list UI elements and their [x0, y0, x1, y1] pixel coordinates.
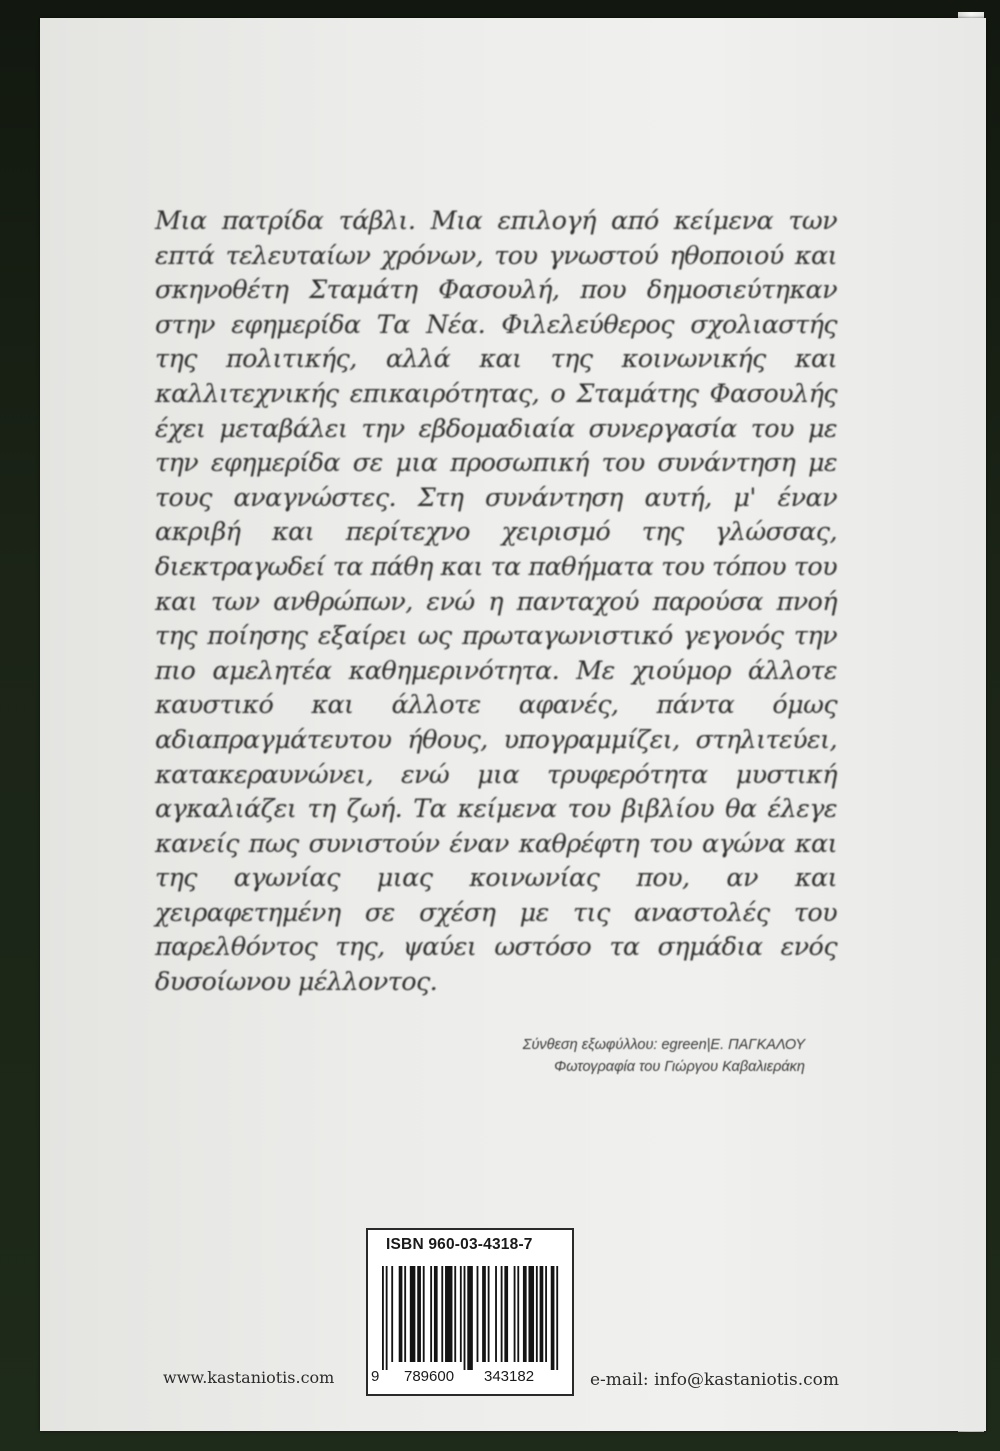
barcode-bar [460, 1266, 462, 1362]
barcode-bar [501, 1266, 503, 1362]
barcode-bar [410, 1266, 416, 1362]
barcode-bar [545, 1266, 547, 1362]
cover-credits [405, 1034, 805, 1078]
barcode-bar [482, 1266, 486, 1362]
cover-design-credit: Σύνθεση εξωφύλλου: egreen|Ε. ΠΑΓΚΑΛΟΥ [522, 1037, 805, 1053]
barcode-bar [464, 1266, 466, 1370]
barcode-bar [495, 1266, 497, 1362]
barcode-bar [551, 1266, 555, 1370]
barcode-bar [514, 1266, 516, 1362]
barcode-bar [528, 1266, 534, 1362]
barcode-bar [445, 1266, 452, 1362]
barcode-bar [423, 1266, 425, 1362]
barcode-bar [540, 1266, 544, 1362]
barcode-digits-left: 789600 [404, 1368, 455, 1385]
barcode-bar [454, 1266, 456, 1362]
barcode-digit-lead: 9 [371, 1368, 380, 1385]
photo-credit: Φωτογραφία του Γιώργου Καβαλιεράκη [554, 1059, 805, 1075]
barcode-bar [477, 1266, 479, 1362]
barcode-bars [382, 1266, 560, 1370]
barcode-bar [523, 1266, 527, 1362]
barcode-bar [517, 1266, 519, 1362]
barcode-digits-right: 343182 [484, 1368, 535, 1385]
barcode-bar [556, 1266, 558, 1370]
publisher-website: www.kastaniotis.com [163, 1368, 335, 1387]
barcode-bar [434, 1266, 438, 1362]
barcode-bar [386, 1266, 388, 1370]
barcode-bar [536, 1266, 538, 1362]
back-cover-blurb: Μια πατρίδα τάβλι. Μια επιλογή από κείμενα των επτά τελευταίων χρόνων, του γνωστού ηθοποιού και σκηνοθέτη Σταμάτη Φασουλή, που δημοσιεύτηκαν στην εφημερίδα Τα Νέα. Φιλελεύθερος σχολιαστής της πολιτικής, αλλά και της κοινωνικής και καλλιτεχνικής επικαιρότητας, ο Σταμάτης Φασουλής έχει μεταβάλει την εβδομαδιαία συνεργασία του με την εφημερίδα σε μια προσωπική του συνάντηση με τους αναγνώστες. Στη συνάντηση αυτή, μ' έναν ακριβή και περίτεχνο χειρισμό της γλώσσας, διεκτραγωδεί τα πάθη και τα παθήματα του τόπου του και των ανθρώπων, ενώ η πανταχού παρούσα πνοή της ποίησης εξαίρει ως πρωταγωνιστικό γεγονός την πιο αμελητέα καθημερινότητα. Με χιούμορ άλλοτε καυστικό και άλλοτε αφανές, πάντα όμως αδιαπραγμάτευτου ήθους, υπογραμμίζει, στηλιτεύει, κατακεραυνώνει, ενώ μια τρυφερότητα μυστική αγκαλιάζει τη ζωή. Τα κείμενα του βιβλίου θα έλεγε κανείς πως συνιστούν έναν καθρέφτη του αγώνα και της αγωνίας μιας κοινωνίας που, αν και χειραφετημένη σε σχέση με τις αναστολές του παρελθόντος της, ψαύει ωστόσο τα σημάδια ενός δυσοίωνου μέλλοντος. [155, 206, 837, 998]
isbn-barcode [366, 1228, 574, 1396]
isbn-label: ISBN 960-03-4318-7 [386, 1236, 533, 1253]
barcode-bar [399, 1266, 403, 1362]
barcode-bar [417, 1266, 421, 1362]
barcode-bar [441, 1266, 443, 1362]
barcode-bar [467, 1266, 473, 1370]
barcode-bar [504, 1266, 508, 1362]
publisher-email: e-mail: info@kastaniotis.com [590, 1370, 839, 1390]
barcode-bar [382, 1266, 384, 1370]
barcode-bar [391, 1266, 393, 1362]
barcode-bar [430, 1266, 432, 1362]
barcode-bar [404, 1266, 406, 1362]
barcode-bar [488, 1266, 490, 1362]
